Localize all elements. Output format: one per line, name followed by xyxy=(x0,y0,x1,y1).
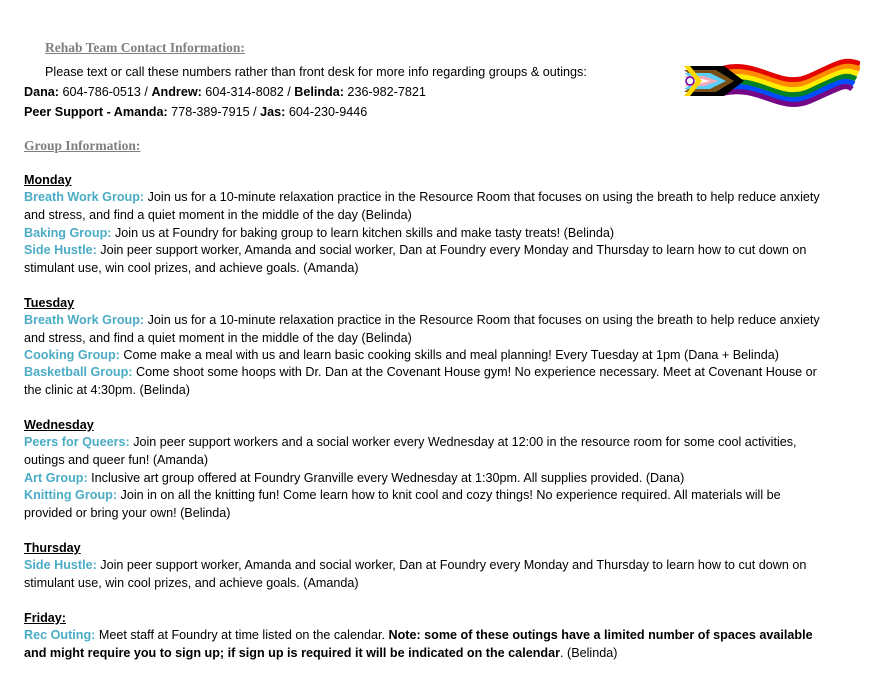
contact-name: Belinda: xyxy=(294,85,344,99)
contact-row-1 xyxy=(24,84,426,101)
group-description: Meet staff at Foundry at time listed on the calendar. xyxy=(95,628,389,642)
day-heading-tuesday: Tuesday xyxy=(24,296,75,310)
group-entry xyxy=(24,312,824,347)
contact-phone: 604-786-0513 / xyxy=(59,85,152,99)
group-entry xyxy=(24,487,824,522)
group-entry xyxy=(24,470,824,488)
day-heading-monday: Monday xyxy=(24,173,72,187)
group-note: Note: some of these outings have a limited number of spaces available and might require you to sign up; if sign up is required it will be indicated on the calendar xyxy=(24,628,813,660)
group-name: Basketball Group: xyxy=(24,365,133,379)
group-description: Come make a meal with us and learn basic cooking skills and meal planning! Every Tuesday at 1pm (Dana + Belinda) xyxy=(119,348,779,362)
group-entry xyxy=(24,557,824,592)
contact-phone: 604-314-8082 / xyxy=(201,85,295,99)
contact-intro: Please text or call these numbers rather than front desk for more info regarding groups & outings: xyxy=(45,65,587,79)
group-description-tail: . (Belinda) xyxy=(560,645,618,660)
contact-row-2 xyxy=(24,104,367,121)
contact-name: Peer Support - Amanda: xyxy=(24,105,168,119)
group-name: Rec Outing: xyxy=(24,628,96,642)
group-description: Join peer support worker, Amanda and social worker, Dan at Foundry every Monday and Thursday to learn how to cut down on stimulant use, win cool prizes, and achieve goals. (Amanda) xyxy=(24,243,807,275)
group-entry xyxy=(24,242,824,277)
group-entry xyxy=(24,189,824,224)
group-description: Join in on all the knitting fun! Come learn how to knit cool and cozy things! No experience required. All materials will be provided or bring your own! (Belinda) xyxy=(24,488,781,520)
contact-phone: 236-982-7821 xyxy=(343,85,426,99)
group-description: Join us for a 10-minute relaxation practice in the Resource Room that focuses on using the breath to help reduce anxiety and stress, and find a quiet moment in the middle of the day (Belinda) xyxy=(24,313,820,345)
group-description: Join us at Foundry for baking group to learn kitchen skills and make tasty treats! (Belinda) xyxy=(111,226,615,240)
group-name: Art Group: xyxy=(24,471,88,485)
group-description: Join peer support worker, Amanda and social worker, Dan at Foundry every Monday and Thursday to learn how to cut down on stimulant use, win cool prizes, and achieve goals. (Amanda) xyxy=(24,558,807,590)
group-name: Peers for Queers: xyxy=(24,435,130,449)
contact-name: Dana: xyxy=(24,85,59,99)
group-entry xyxy=(24,627,824,662)
contact-heading: Rehab Team Contact Information: xyxy=(45,40,245,55)
group-info-heading: Group Information: xyxy=(24,138,141,153)
contact-name: Jas: xyxy=(260,105,286,119)
group-name: Knitting Group: xyxy=(24,488,118,502)
day-heading-wednesday: Wednesday xyxy=(24,418,94,432)
group-name: Side Hustle: xyxy=(24,243,97,257)
group-entry xyxy=(24,225,824,243)
group-description: Join us for a 10-minute relaxation practice in the Resource Room that focuses on using the breath to help reduce anxiety and stress, and find a quiet moment in the middle of the day (Belinda) xyxy=(24,190,820,222)
group-description: Come shoot some hoops with Dr. Dan at the Covenant House gym! No experience necessary. Meet at Covenant House or the clinic at 4:30pm. (Belinda) xyxy=(24,365,817,397)
group-name: Breath Work Group: xyxy=(24,313,145,327)
group-name: Cooking Group: xyxy=(24,348,120,362)
day-heading-friday: Friday: xyxy=(24,611,66,625)
group-entry xyxy=(24,347,824,365)
contact-phone: 778-389-7915 / xyxy=(167,105,261,119)
group-name: Side Hustle: xyxy=(24,558,97,572)
contact-phone: 604-230-9446 xyxy=(285,105,368,119)
pride-flag-icon xyxy=(680,56,860,112)
group-name: Breath Work Group: xyxy=(24,190,145,204)
day-heading-thursday: Thursday xyxy=(24,541,81,555)
group-description: Inclusive art group offered at Foundry Granville every Wednesday at 1:30pm. All supplies provided. (Dana) xyxy=(87,471,685,485)
group-name: Baking Group: xyxy=(24,226,112,240)
group-entry xyxy=(24,434,824,469)
group-entry xyxy=(24,364,824,399)
contact-name: Andrew: xyxy=(151,85,202,99)
group-description: Join peer support workers and a social worker every Wednesday at 12:00 in the resource room for some cool activities, outings and queer fun! (Amanda) xyxy=(24,435,797,467)
